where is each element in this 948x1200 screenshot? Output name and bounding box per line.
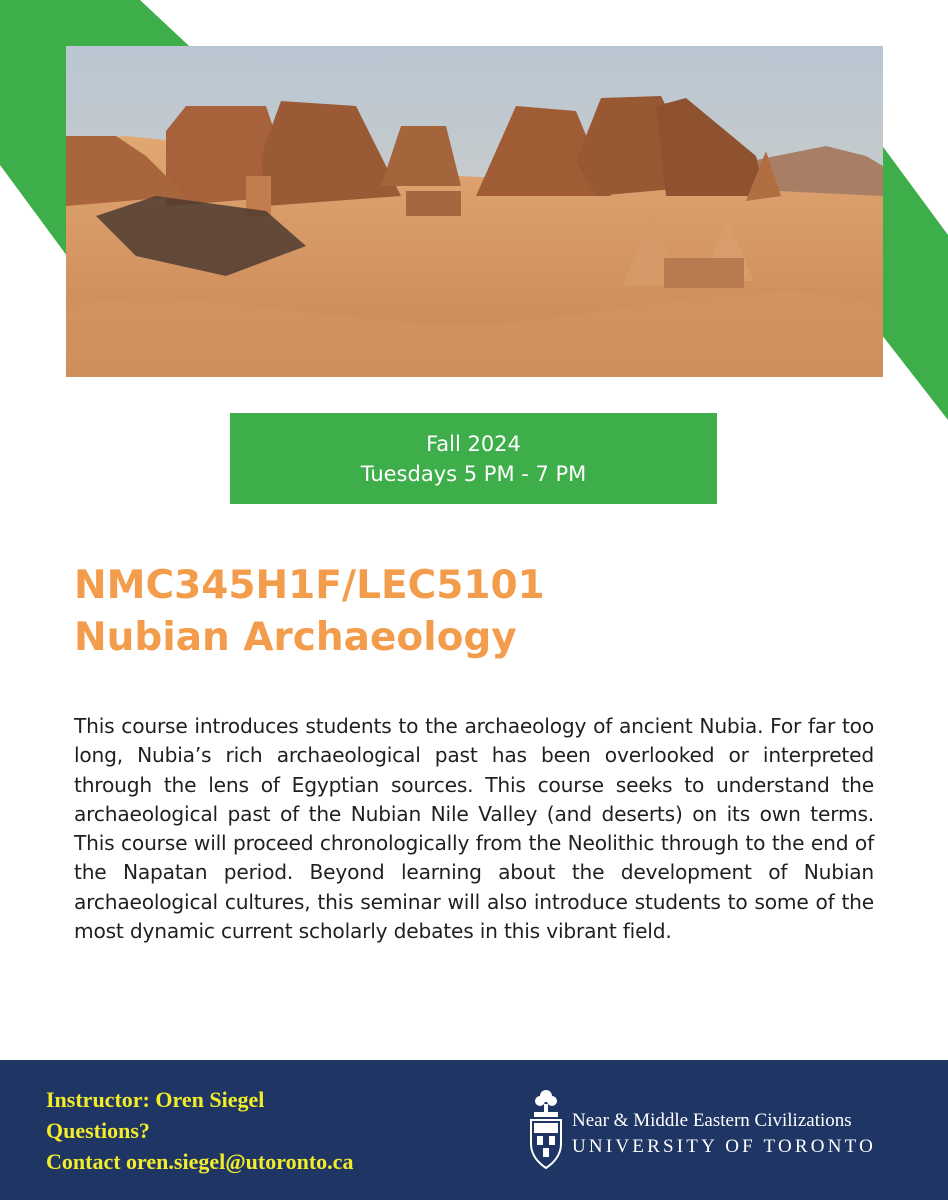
questions-label: Questions? (46, 1118, 150, 1143)
course-description: This course introduces students to the archaeology of ancient Nubia. For far too long, Nubia’s rich archaeological past has been overlooked or interpreted through the lens of Egyptian sources. This course seeks to understand the archaeological past of the Nubian Nile Valley (and deserts) on its own terms. This course will proceed chronologically from the Neolithic through to the end of the Napatan period. Beyond learning about the development of Nubian archaeological cultures, this seminar will also introduce students to some of the most dynamic current scholarly debates in this vibrant field. (74, 714, 874, 944)
footer-bar (0, 1060, 948, 1200)
university-crest-icon (528, 1088, 564, 1170)
contact-block (46, 1084, 353, 1177)
green-stripe-right (878, 140, 948, 420)
course-title (74, 560, 874, 664)
instructor-name: Instructor: Oren Siegel (46, 1087, 265, 1112)
university-name: UNIVERSITY OF TORONTO (572, 1136, 877, 1157)
department-name: Near & Middle Eastern Civilizations (572, 1110, 852, 1131)
course-code: NMC345H1F/LEC5101 (74, 563, 545, 608)
course-name: Nubian Archaeology (74, 615, 517, 660)
meeting-time: Tuesdays 5 PM - 7 PM (360, 461, 587, 486)
schedule-box (230, 413, 717, 504)
pyramids-photo (66, 46, 883, 377)
term-label: Fall 2024 (426, 431, 521, 456)
contact-email[interactable]: Contact oren.siegel@utoronto.ca (46, 1149, 354, 1174)
